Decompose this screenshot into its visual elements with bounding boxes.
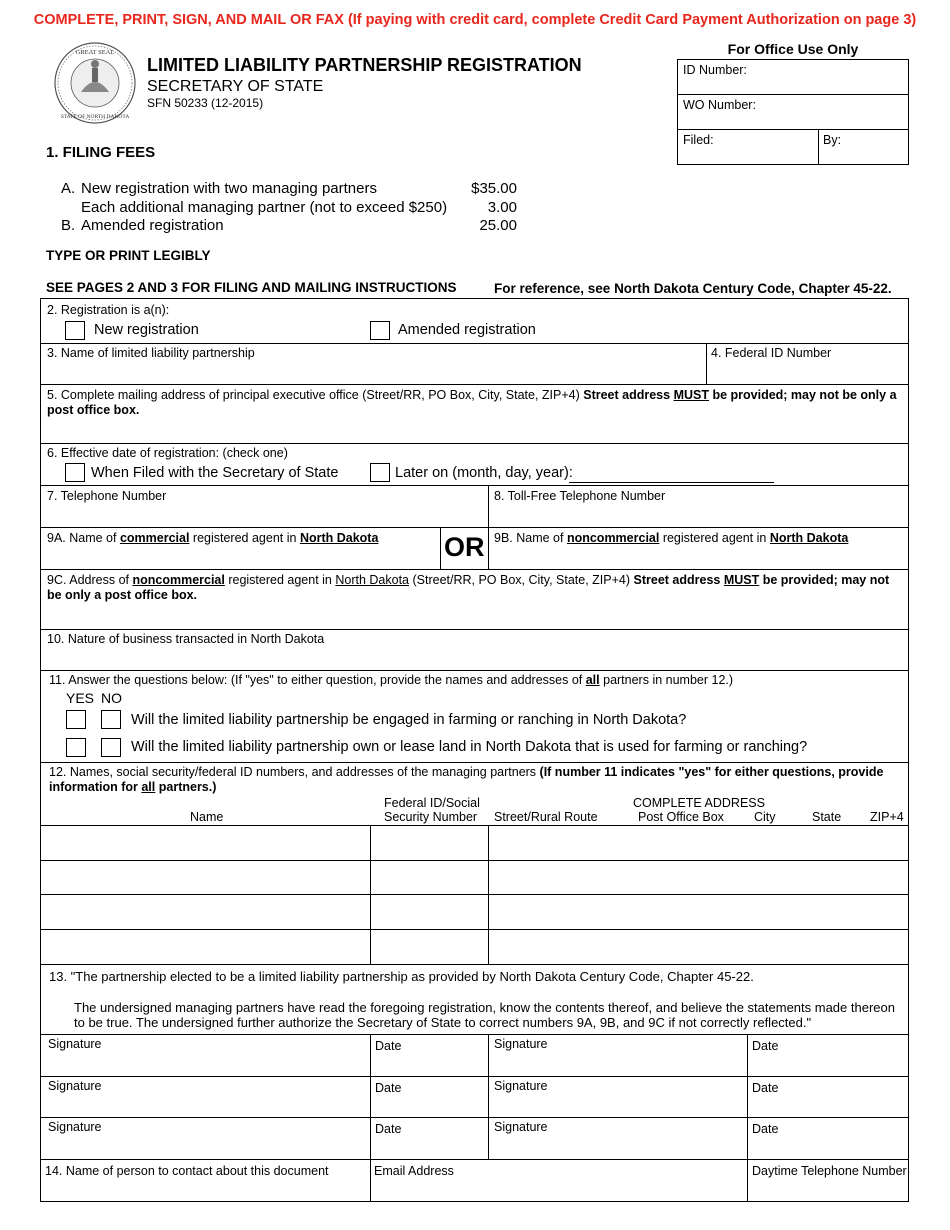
- q11-question-2: Will the limited liability partnership own or lease land in North Dakota that is used for farming or ranching?: [131, 739, 808, 755]
- col-state-header: State: [812, 810, 842, 824]
- office-by-label: By:: [823, 133, 842, 147]
- later-on-checkbox[interactable]: [370, 463, 390, 482]
- date-label: Date: [752, 1039, 779, 1053]
- date-label: Date: [375, 1081, 402, 1095]
- office-use-box: [677, 59, 909, 165]
- fee-letter-b: B.: [61, 217, 76, 234]
- signature-label: Signature: [48, 1079, 102, 1093]
- amended-registration-checkbox[interactable]: [370, 321, 390, 340]
- q13-attestation: The undersigned managing partners have read the foregoing registration, know the contents thereof, and believe the statements made thereon to be true. The undersigned further authorize the Secretary of State to correct numbers 9A, 9B, and 9C if not correctly reflected.": [74, 1000, 895, 1030]
- or-separator: OR: [444, 532, 485, 562]
- later-on-label: Later on (month, day, year):: [395, 465, 573, 481]
- form-number: SFN 50233 (12-2015): [147, 96, 264, 110]
- office-filed-label: Filed:: [683, 133, 714, 147]
- col-fed-id-header-2: Security Number: [384, 810, 478, 824]
- col-name-header: Name: [190, 810, 224, 824]
- q2-label: 2. Registration is a(n):: [47, 303, 170, 317]
- q9b-label: 9B. Name of noncommercial registered agent in North Dakota: [494, 531, 849, 545]
- q11-no-header: NO: [101, 690, 122, 706]
- office-id-number: [678, 60, 908, 95]
- seal-bottom-text: STATE OF NORTH DAKOTA: [60, 114, 130, 120]
- when-filed-checkbox[interactable]: [65, 463, 85, 482]
- fee-item-amount: 3.00: [487, 199, 517, 216]
- fee-item-text: Amended registration: [81, 217, 224, 234]
- q14-label: 14. Name of person to contact about this document: [45, 1164, 329, 1178]
- farming-yes-checkbox[interactable]: [66, 710, 86, 729]
- signature-label: Signature: [48, 1037, 102, 1051]
- q11-yes-header: YES: [66, 690, 95, 706]
- q7-label: 7. Telephone Number: [47, 489, 167, 503]
- new-registration-checkbox[interactable]: [65, 321, 85, 340]
- col-city-header: City: [754, 810, 776, 824]
- type-or-print-note: TYPE OR PRINT LEGIBLY: [46, 248, 211, 263]
- amended-registration-label: Amended registration: [398, 322, 536, 338]
- fee-item-amount: $35.00: [471, 180, 517, 197]
- date-label: Date: [375, 1039, 402, 1053]
- fee-item-text: New registration with two managing partners: [81, 180, 377, 197]
- col-street-header: Street/Rural Route: [494, 810, 598, 824]
- land-yes-checkbox[interactable]: [66, 738, 86, 757]
- fee-letter-a: A.: [61, 180, 76, 197]
- col-pobox-header: Post Office Box: [638, 810, 724, 824]
- q12-label: 12. Names, social security/federal ID numbers, and addresses of the managing partners (If number 11 indicates "yes" for either questions, provide information for all partners.): [49, 765, 884, 794]
- col-fed-id-header-1: Federal ID/Social: [384, 796, 480, 810]
- form-title: LIMITED LIABILITY PARTNERSHIP REGISTRATION: [147, 55, 582, 75]
- fee-item-amount: 25.00: [479, 217, 517, 234]
- q3-label: 3. Name of limited liability partnership: [47, 346, 255, 360]
- registration-form: [40, 298, 909, 1202]
- q6-label: 6. Effective date of registration: (check one): [47, 446, 288, 460]
- date-label: Date: [752, 1081, 779, 1095]
- office-use-title: For Office Use Only: [727, 41, 859, 57]
- see-pages-note: SEE PAGES 2 AND 3 FOR FILING AND MAILING INSTRUCTIONS: [46, 280, 457, 295]
- signature-label: Signature: [494, 1037, 548, 1051]
- q11-label: 11. Answer the questions below: (If "yes" to either question, provide the names and addresses of all partners in number 12.): [49, 673, 734, 687]
- office-filed: [678, 130, 908, 165]
- col-zip-header: ZIP+4: [870, 810, 904, 824]
- date-label: Date: [375, 1122, 402, 1136]
- when-filed-label: When Filed with the Secretary of State: [91, 465, 339, 481]
- reference-note: For reference, see North Dakota Century Code, Chapter 45-22.: [494, 281, 892, 296]
- daytime-phone-label: Daytime Telephone Number: [752, 1164, 907, 1178]
- date-label: Date: [752, 1122, 779, 1136]
- instruction-banner: COMPLETE, PRINT, SIGN, AND MAIL OR FAX (If paying with credit card, complete Credit Card Payment Authorization on page 3): [33, 12, 917, 28]
- q9c-label: 9C. Address of noncommercial registered agent in North Dakota (Street/RR, PO Box, City, State, ZIP+4) Street address MUST be provided; may not be only a post office box.: [47, 573, 890, 602]
- land-no-checkbox[interactable]: [101, 738, 121, 757]
- office-id-label: ID Number:: [683, 63, 747, 77]
- signature-label: Signature: [494, 1120, 548, 1134]
- email-label: Email Address: [374, 1164, 454, 1178]
- q5-label: 5. Complete mailing address of principal executive office (Street/RR, PO Box, City, State, ZIP+4) Street address MUST be provided; may not be only a post office box.: [47, 388, 897, 417]
- q9a-label: 9A. Name of commercial registered agent in North Dakota: [47, 531, 379, 545]
- later-on-date-line[interactable]: [569, 482, 774, 483]
- filing-fees-heading: 1. FILING FEES: [46, 144, 156, 161]
- new-registration-label: New registration: [94, 322, 199, 338]
- seal-top-text: GREAT SEAL: [75, 49, 115, 56]
- col-complete-address-header: COMPLETE ADDRESS: [633, 796, 765, 810]
- signature-label: Signature: [494, 1079, 548, 1093]
- office-wo-number: [678, 95, 908, 130]
- farming-no-checkbox[interactable]: [101, 710, 121, 729]
- q4-label: 4. Federal ID Number: [711, 346, 832, 360]
- q11-question-1: Will the limited liability partnership be engaged in farming or ranching in North Dakota?: [131, 712, 687, 728]
- q10-label: 10. Nature of business transacted in North Dakota: [47, 632, 325, 646]
- state-seal-icon: [54, 42, 136, 124]
- office-wo-label: WO Number:: [683, 98, 756, 112]
- q13-statement: 13. "The partnership elected to be a limited liability partnership as provided by North Dakota Century Code, Chapter 45-22.: [49, 969, 754, 984]
- agency-name: SECRETARY OF STATE: [147, 78, 324, 95]
- q8-label: 8. Toll-Free Telephone Number: [494, 489, 666, 503]
- fee-item-text: Each additional managing partner (not to exceed $250): [81, 199, 448, 216]
- signature-label: Signature: [48, 1120, 102, 1134]
